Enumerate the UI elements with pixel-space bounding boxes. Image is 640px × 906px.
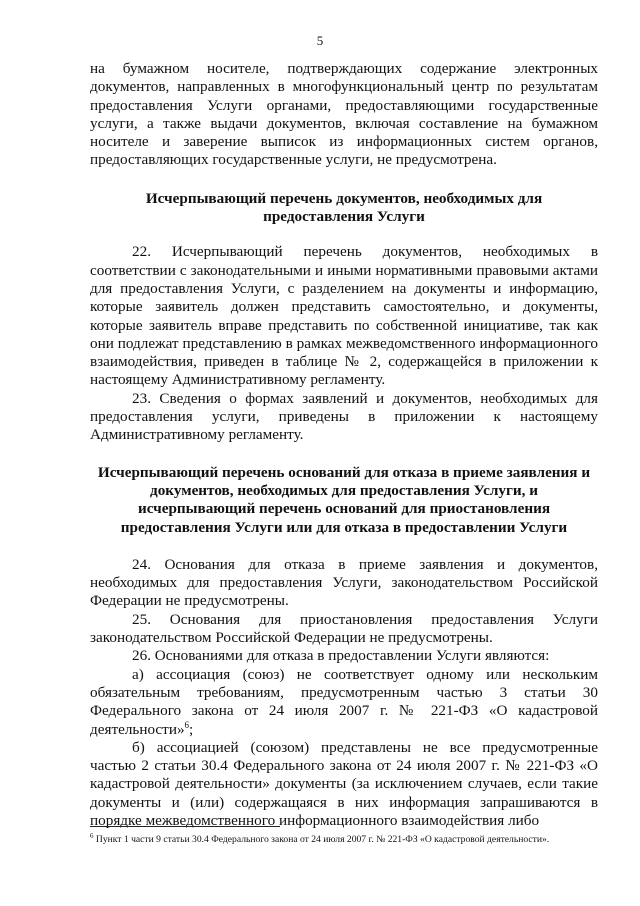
- paragraph-continuation: на бумажном носителе, подтверждающих содержание электронных документов, направленных в многофункциональный центр по результатам предоставления Услуги органами, предоставляющими государственные услуги, а также выдачи документов, включая составление на бумажном носителе и заверение выписок из информационных систем органов, предоставляющих государственные услуги, не предусмотрена.: [90, 60, 598, 169]
- paragraph-22: 22. Исчерпывающий перечень документов, необходимых в соответствии с законодательными и иными нормативными правовыми актами для предоставления Услуги, с разделением на документы и информацию, которые заявитель должен представить самостоятельно, и документы, которые заявитель вправе представить по собственной инициативе, так как они подлежат представлению в рамках межведомственного информационного взаимодействия, приведен в таблице № 2, содержащейся в приложении к настоящему Административному регламенту.: [90, 243, 598, 389]
- footnote-reference: 6: [184, 719, 190, 730]
- section-heading-documents: Исчерпывающий перечень документов, необходимых для предоставления Услуги: [145, 189, 543, 226]
- footnote-text: Пункт 1 части 9 статьи 30.4 Федерального закона от 24 июля 2007 г. № 221-ФЗ «О кадастровой деятельности».: [93, 834, 550, 845]
- paragraph-item-b: б) ассоциацией (союзом) представлены не все предусмотренные частью 2 статьи 30.4 Федерального закона от 24 июля 2007 г. № 221-ФЗ «О кадастровой деятельности» документы (за исключением случаев, если такие документы и (или) содержащаяся в них информация запрашиваются в порядке межведомственного информационного взаимодействия либо: [90, 738, 598, 829]
- footnote-divider: [90, 826, 280, 827]
- paragraph-item-a: [90, 666, 598, 739]
- paragraph-26: 26. Основаниями для отказа в предоставлении Услуги являются:: [132, 647, 550, 665]
- paragraph-23: 23. Сведения о формах заявлений и документов, необходимых для предоставления услуги, приведены в приложении к настоящему Административному регламенту.: [90, 389, 598, 444]
- paragraph-25: 25. Основания для приостановления предоставления Услуги законодательством Российской Федерации не предусмотрены.: [90, 610, 598, 647]
- footnote-number: 6: [90, 831, 94, 840]
- document-body: [90, 60, 598, 830]
- footnote: [90, 831, 610, 846]
- item-a-end: ;: [189, 720, 194, 738]
- page-number: 5: [316, 33, 324, 48]
- paragraph-24: 24. Основания для отказа в приеме заявления и документов, необходимых для предоставления Услуги, законодательством Российской Федерации не предусмотрены.: [90, 555, 598, 610]
- section-heading-refusal-grounds: Исчерпывающий перечень оснований для отказа в приеме заявления и документов, необходимых для предоставления Услуги, и исчерпывающий перечень оснований для приостановления предоставления Услуги или для отказа в предоставлении Услуги: [97, 463, 591, 536]
- item-a-text: а) ассоциация (союз) не соответствует одному или нескольким обязательным требованиям, предусмотренным частью 3 статьи 30 Федерального закона от 24 июля 2007 г. № 221-ФЗ «О кадастровой деятельности»: [90, 665, 598, 738]
